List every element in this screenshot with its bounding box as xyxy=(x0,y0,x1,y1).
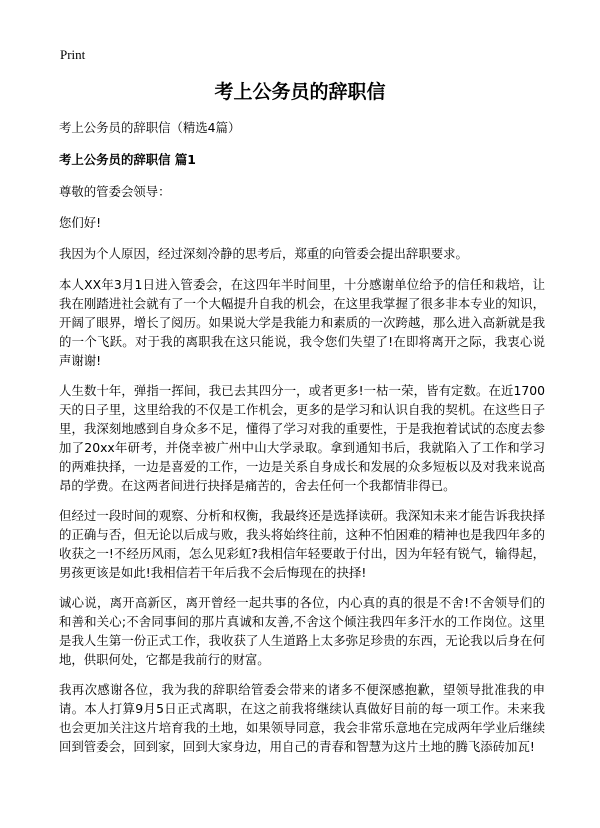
page-title: 考上公务员的辞职信 xyxy=(214,81,386,103)
document-body xyxy=(59,118,545,767)
body-paragraph: 人生数十年，弹指一挥间，我已去其四分一，或者更多!一枯一荣，皆有定数。在近1700天的日子里，这里给我的不仅是工作机会，更多的是学习和认识自我的契机。在这些日子里，我深刻地感到自身众多不足，懂得了学习对我的重要性，于是我抱着试试的态度去参加了20xx年研考，并侥幸被广州中山大学录取。拿到通知书后，我就陷入了工作和学习的两难抉择，一边是喜爱的工作，一边是关系自身成长和发展的众多短板以及对我来说高昂的学费。在这两者间进行抉择是痛苦的，舍去任何一个我都情非得已。 xyxy=(59,383,545,493)
body-paragraph: 诚心说，离开高新区，离开曾经一起共事的各位，内心真的真的很是不舍!不舍领导们的和善和关心;不舍同事间的那片真诚和友善,不舍这个倾注我四年多汗水的工作岗位。这里是我人生第一份正式工作，我收获了人生道路上太多弥足珍贵的东西，无论我以后身在何地，供职何处，它都是我前行的财富。 xyxy=(59,595,545,667)
letter-salutation: 您们好! xyxy=(59,215,102,230)
body-paragraph: 本人XX年3月1日进入管委会，在这四年半时间里，十分感谢单位给予的信任和栽培，让我在刚踏进社会就有了一个大幅提升自我的机会，在这里我掌握了很多非本专业的知识，开阔了眼界，增长了阅历。如果说大学是我能力和素质的一次跨越，那么进入高新就是我的一个飞跃。对于我的离职我在这只能说，我令您们失望了!在即将离开之际，我衷心说声谢谢! xyxy=(59,277,545,368)
document-subtitle: 考上公务员的辞职信（精选4篇） xyxy=(59,120,241,135)
print-link[interactable]: Print xyxy=(60,47,86,62)
body-paragraph: 但经过一段时间的观察、分析和权衡，我最终还是选择读研。我深知未来才能告诉我抉择的正确与否，但无论以后成与败，我头将始终往前，这种不怕困难的精神也是我四年多的收获之一!不经历风雨，怎么见彩虹?我相信年轻要敢于付出，因为年轻有锐气，输得起，男孩更该是如此!我相信若干年后我不会后悔现在的抉择! xyxy=(59,508,545,580)
letter-greeting: 尊敬的管委会领导： xyxy=(59,184,171,199)
section-heading: 考上公务员的辞职信 篇1 xyxy=(59,152,196,167)
body-paragraph: 我再次感谢各位，我为我的辞职给管委会带来的诸多不便深感抱歉，望领导批准我的申请。本人打算9月5日正式离职，在这之前我将继续认真做好目前的每一项工作。未来我也会更加关注这片培育我的土地，如果领导同意，我会非常乐意地在完成两年学业后继续回到管委会，回到家，回到大家身边，用自己的青春和智慧为这片土地的腾飞添砖加瓦! xyxy=(59,682,545,754)
body-paragraph: 我因为个人原因，经过深刻冷静的思考后，郑重的向管委会提出辞职要求。 xyxy=(59,246,468,261)
